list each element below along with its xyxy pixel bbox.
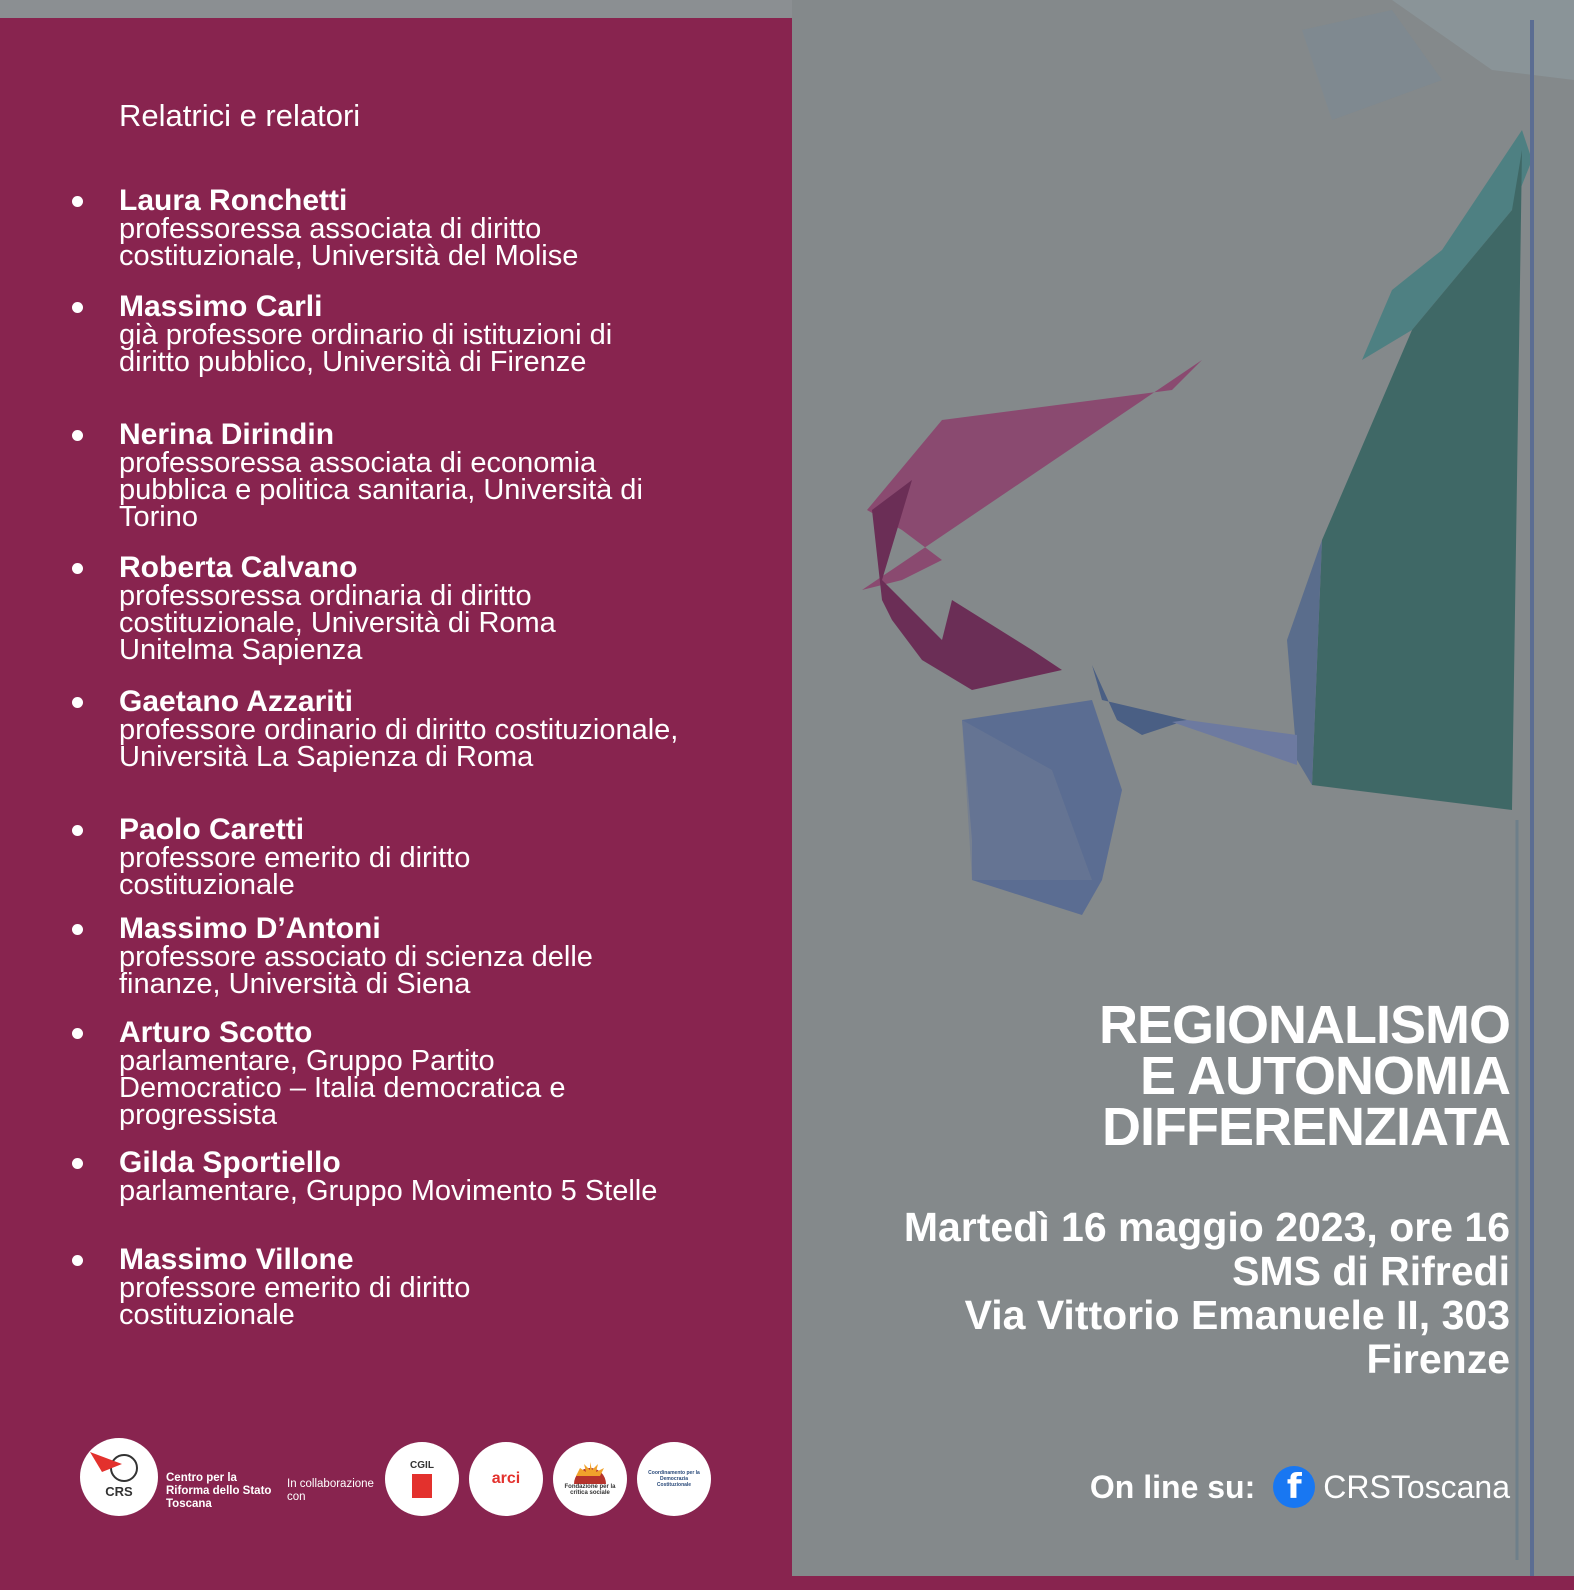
speaker-name: Nerina Dirindin [119,418,335,451]
speaker-name: Laura Ronchetti [119,184,348,217]
event-city: Firenze [1366,1336,1510,1382]
speaker-role: professoressa ordinaria di diritto costituzionale, Università di Roma Unitelma Sapienza [119,580,556,666]
title-line-3: DIFFERENZIATA [1102,1097,1510,1157]
speaker-role: professore associato di scienza delle finanze, Università di Siena [119,941,593,1000]
event-date: Martedì 16 maggio 2023, ore 16 [903,1204,1510,1250]
speaker-name: Massimo Villone [119,1243,354,1276]
speaker-item [72,914,599,998]
event-venue: SMS di Rifredi [1232,1248,1510,1294]
speakers-panel [0,18,792,1576]
cdc-logo: Coordinamento per la Democrazia Costituzionale [637,1442,711,1516]
speaker-name: Paolo Caretti [119,813,305,846]
bullet-icon [72,825,83,836]
bullet-icon [72,196,83,207]
facebook-handle-link[interactable]: CRSToscana [1323,1468,1510,1505]
speaker-role: professore ordinario di diritto costituzionale, Università La Sapienza di Roma [119,714,679,773]
speaker-role: professoressa associata di diritto costituzionale, Università del Molise [119,213,579,272]
speaker-role: parlamentare, Gruppo Movimento 5 Stelle [119,1175,658,1207]
online-label: On line su: [1089,1468,1256,1505]
flag-panel [792,0,1574,1576]
event-address: Via Vittorio Emanuele II, 303 [964,1292,1510,1338]
crs-name: Centro per la Riforma dello Stato Toscana [166,1472,272,1510]
speaker-role: professore emerito di diritto costituzionale [119,1272,471,1331]
sun-emblem-icon [572,1462,608,1484]
fondazione-logo: Fondazione per la critica sociale [553,1442,627,1516]
title-line-2: E AUTONOMIA [1139,1046,1510,1106]
speaker-role: professoressa associata di economia pubblica e politica sanitaria, Università di Torino [119,447,643,533]
speaker-item [72,553,619,664]
speaker-name: Massimo Carli [119,290,323,323]
event-details [904,1205,1510,1381]
bullet-icon [72,924,83,935]
speaker-name: Massimo D’Antoni [119,912,381,945]
event-title [1098,995,1510,1157]
facebook-icon: f [1273,1466,1315,1508]
speaker-name: Roberta Calvano [119,551,358,584]
speaker-item [72,186,639,270]
bullet-icon [72,1158,83,1169]
speaker-item [72,815,559,899]
crs-emblem-icon [80,1438,158,1516]
bottom-strip [0,1576,1574,1590]
bullet-icon [72,302,83,313]
speaker-item [72,292,659,376]
speaker-item [72,1245,559,1329]
arci-logo: arci [469,1442,543,1516]
speaker-item [72,1018,639,1129]
title-line-1: REGIONALISMO [1098,995,1510,1055]
collab-label: In collaborazione con [287,1478,374,1503]
speaker-item [72,1148,659,1205]
bullet-icon [72,563,83,574]
speaker-role: parlamentare, Gruppo Partito Democratico – Italia democratica e progressista [119,1045,566,1131]
speaker-item [72,687,679,771]
speaker-role: professore emerito di diritto costituzionale [119,842,471,901]
bullet-icon [72,1255,83,1266]
bullet-icon [72,697,83,708]
cgil-logo: CGIL [385,1442,459,1516]
bullet-icon [72,1028,83,1039]
speaker-name: Arturo Scotto [119,1016,313,1049]
speaker-role: già professore ordinario di istituzioni di diritto pubblico, Università di Firenze [119,319,613,378]
svg-text:CRS: CRS [105,1484,133,1499]
crs-logo [80,1438,158,1516]
bullet-icon [72,430,83,441]
speakers-heading: Relatrici e relatori [119,98,361,133]
speaker-name: Gaetano Azzariti [119,685,353,718]
speaker-name: Gilda Sportiello [119,1146,341,1179]
online-info [1090,1466,1510,1508]
logos-row [0,1438,792,1538]
speaker-item [72,420,659,531]
